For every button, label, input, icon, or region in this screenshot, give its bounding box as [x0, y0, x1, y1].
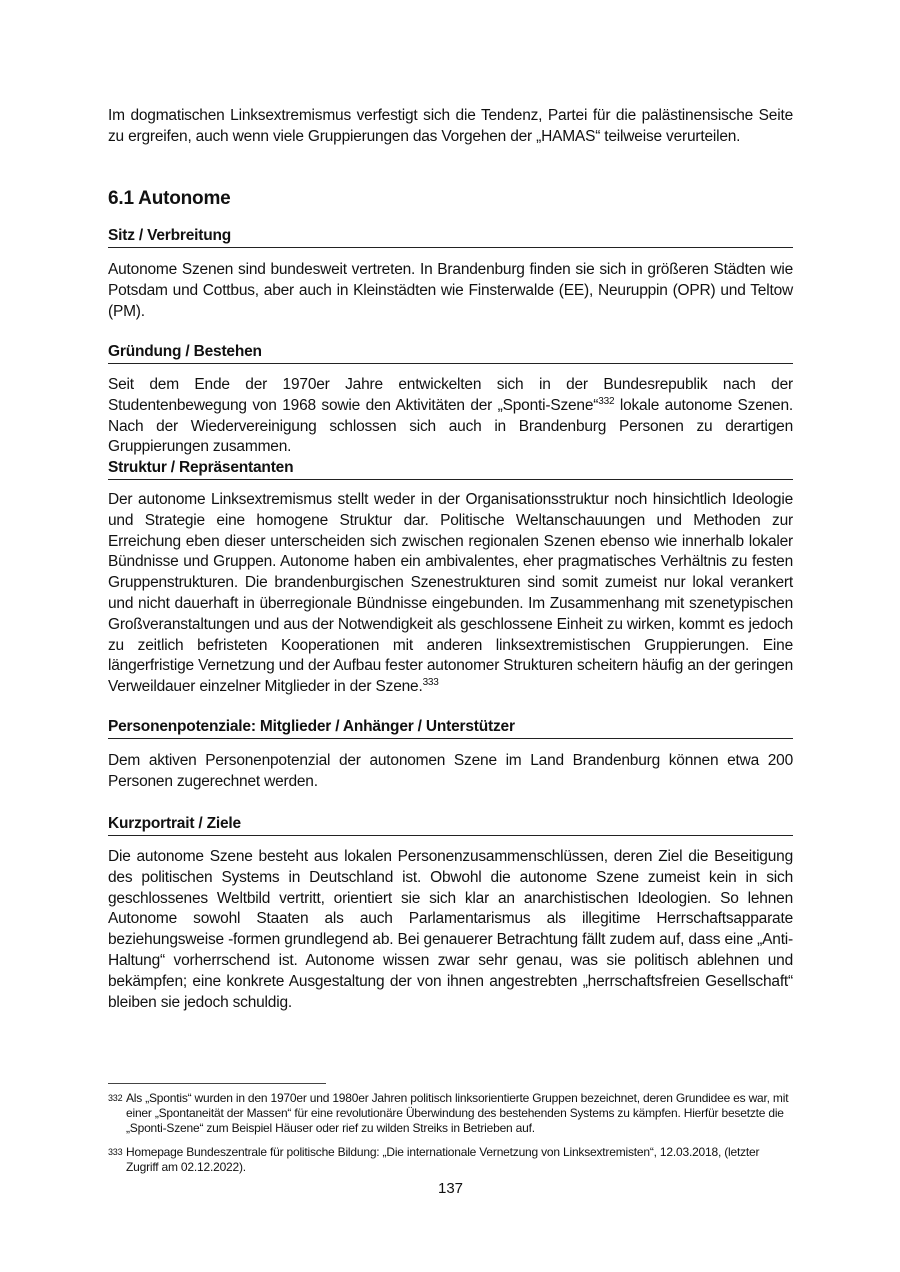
section-title: 6.1 Autonome	[108, 188, 231, 209]
heading-struktur: Struktur / Repräsentanten	[108, 459, 793, 480]
footnote-separator	[108, 1083, 326, 1084]
gruendung-paragraph	[108, 375, 793, 458]
personen-paragraph: Dem aktiven Personenpotenzial der autonomen Szene im Land Brandenburg können etwa 200 Personen zugerechnet werden.	[108, 752, 793, 790]
footnote-ref-332[interactable]: 332	[598, 395, 615, 407]
footnote-text: Homepage Bundeszentrale für politische Bildung: „Die internationale Vernetzung von Linksextremisten“, 12.03.2018, (letzter Zugriff am 02.12.2022).	[126, 1145, 760, 1174]
footnote-text: Als „Spontis“ wurden in den 1970er und 1980er Jahren politisch linksorientierte Gruppen bezeichnet, deren Grundidee es war, mit einer „Spontaneität der Massen“ für eine revolutionäre Überwindung des bestehenden Systems zu kämpfen. Hierfür besetzte die „Sponti-Szene“ zum Beispiel Häuser oder rief zu wilden Streiks in Betrieben auf.	[126, 1091, 789, 1135]
heading-kurzportrait: Kurzportrait / Ziele	[108, 815, 793, 836]
gruendung-text-after: lokale autonome Szenen. Nach der Wiedervereinigung schlossen sich auch in Brandenburg Personen zu derartigen Gruppierungen zusammen.	[108, 396, 793, 456]
footnote-333	[108, 1145, 793, 1175]
sitz-paragraph: Autonome Szenen sind bundesweit vertreten. In Brandenburg finden sie sich in größeren Städten wie Potsdam und Cottbus, aber auch in Kleinstädten wie Finsterwalde (EE), Neuruppin (OPR) und Teltow (PM).	[108, 261, 793, 320]
footnote-ref-333[interactable]: 333	[422, 677, 439, 689]
footnote-number: 333	[108, 1147, 123, 1157]
gruendung-text-before: Seit dem Ende der 1970er Jahre entwickelten sich in der Bundesrepublik nach der Studentenbewegung von 1968 sowie den Aktivitäten der „Sponti-Szene“	[108, 376, 793, 414]
kurzportrait-paragraph: Die autonome Szene besteht aus lokalen Personenzusammenschlüssen, deren Ziel die Beseitigung des politischen Systems in Deutschland ist. Obwohl die autonome Szene zumeist kein in sich geschlossenes Weltbild vertritt, orientiert sie sich klar an anarchistischen Ideologien. So lehnen Autonome sowohl Staaten als auch Parlamentarismus als illegitime Herrschaftsapparate beziehungsweise -formen grundlegend ab. Bei genauerer Betrachtung fällt zudem auf, dass eine „Anti-Haltung“ vorherrschend ist. Autonome wissen zwar sehr genau, was sie politisch ablehnen und bekämpfen; eine konkrete Ausgestaltung der von ihnen angestrebten „herrschaftsfreien Gesellschaft“ bleiben sie jedoch schuldig.	[108, 848, 793, 1011]
heading-sitz: Sitz / Verbreitung	[108, 227, 793, 248]
heading-gruendung: Gründung / Bestehen	[108, 343, 793, 364]
heading-personen: Personenpotenziale: Mitglieder / Anhänger / Unterstützer	[108, 718, 793, 739]
struktur-paragraph	[108, 490, 793, 698]
intro-paragraph: Im dogmatischen Linksextremismus verfestigt sich die Tendenz, Partei für die palästinensische Seite zu ergreifen, auch wenn viele Gruppierungen das Vorgehen der „HAMAS“ teilweise verurteilen.	[108, 107, 793, 145]
struktur-text: Der autonome Linksextremismus stellt weder in der Organisationsstruktur noch hinsichtlich Ideologie und Strategie eine homogene Struktur dar. Politische Weltanschauungen und Methoden zur Erreichung eben dieser unterscheiden sich zwischen regionalen Szenen ebenso wie innerhalb lokaler Bündnisse und Gruppen. Autonome haben ein ambivalentes, eher pragmatisches Verhältnis zu festen Gruppenstrukturen. Die brandenburgischen Szenestrukturen sind somit zumeist nur lokal verankert und nicht dauerhaft in überregionale Bündnisse eingebunden. Im Zusammenhang mit szenetypischen Großveranstaltungen und aus der Notwendigkeit als geschlossene Einheit zu wirken, kommt es jedoch zu zeitlich befristeten Kooperationen mit anderen linksextremistischen Gruppierungen. Eine längerfristige Vernetzung und der Aufbau fester autonomer Strukturen scheitern häufig an der geringen Verweildauer einzelner Mitglieder in der Szene.	[108, 491, 793, 696]
footnote-number: 332	[108, 1093, 123, 1103]
page-number: 137	[437, 1180, 464, 1197]
footnote-332	[108, 1091, 793, 1136]
